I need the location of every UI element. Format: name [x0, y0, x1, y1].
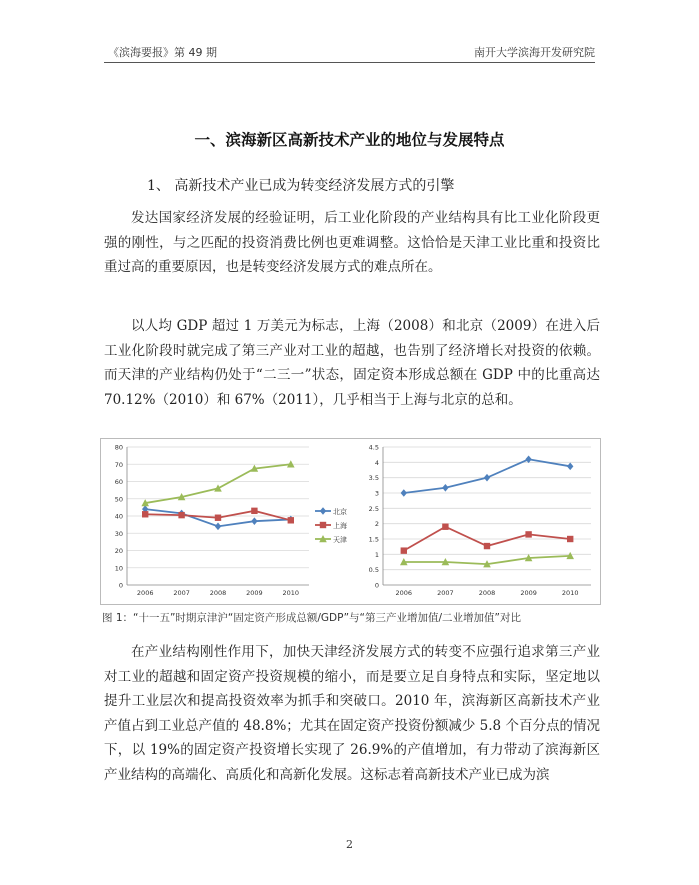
chart-b-y-tick-label: 4 — [374, 458, 379, 467]
paragraph-1: 发达国家经济发展的经验证明，后工业化阶段的产业结构具有比工业化阶段更强的刚性，与之匹配的投资消费比例也更难调整。这恰恰是天津工业比重和投资比重过高的重要原因，也是转变经济发展方式的难点所在。 — [104, 210, 600, 275]
chart-b-y-tick-label: 0 — [374, 581, 379, 590]
chart-b-y-tick-label: 3.5 — [368, 474, 379, 483]
chart-b-data-point — [401, 489, 407, 497]
chart-a-data-point — [142, 511, 148, 517]
chart-b-data-point — [442, 524, 448, 530]
chart-a-data-point — [251, 508, 257, 514]
figure-1 — [100, 438, 601, 605]
section-title: 一、滨海新区高新技术产业的地位与发展特点 — [194, 131, 505, 149]
page-number: 2 — [346, 838, 353, 851]
chart-a-x-tick-label: 2008 — [209, 589, 227, 597]
legend-marker — [320, 507, 326, 515]
chart-b-y-tick-label: 2 — [374, 520, 379, 529]
chart-a-data-point — [288, 517, 294, 523]
chart-a-data-point — [214, 484, 222, 491]
chart-a-x-tick-label: 2006 — [136, 589, 154, 597]
legend-label: 上海 — [333, 522, 347, 530]
subsection-heading: 1、 高新技术产业已成为转变经济发展方式的引擎 — [147, 178, 455, 194]
chart-b-data-point — [484, 543, 490, 549]
chart-a-x-tick-label: 2009 — [246, 589, 263, 597]
legend-label: 天津 — [333, 536, 347, 544]
chart-tertiary-industry — [363, 439, 600, 604]
chart-a-x-tick-label: 2010 — [282, 589, 300, 597]
chart-a-data-point — [251, 517, 257, 525]
header-left: 《滨海要报》第 49 期 — [108, 46, 217, 59]
chart-b-data-point — [484, 474, 490, 482]
chart-b-data-point — [442, 484, 448, 492]
legend-marker — [320, 522, 326, 528]
chart-b-y-tick-label: 0.5 — [368, 566, 379, 575]
chart-a-y-tick-label: 70 — [114, 460, 123, 469]
header-right: 南开大学滨海开发研究院 — [474, 46, 595, 59]
chart-a-y-tick-label: 80 — [114, 443, 123, 452]
chart-a-y-tick-label: 40 — [114, 512, 123, 521]
paragraph-2: 以人均 GDP 超过 1 万美元为标志，上海（2008）和北京（2009）在进入后工业化阶段时就完成了第三产业对工业的超越，也告别了经济增长对投资的依赖。而天津的产业结构仍处于“二三一”状态，固定资本形成总额在 GDP 中的比重高达 70.12%（2010）和 67%（2011），几乎相当于上海与北京的总和。 — [104, 318, 600, 408]
chart-b-data-point — [525, 531, 531, 537]
chart-b-y-tick-label: 4.5 — [368, 443, 379, 452]
chart-b-y-tick-label: 1 — [374, 550, 379, 559]
chart-b-x-tick-label: 2009 — [520, 589, 537, 597]
chart-a-y-tick-label: 60 — [114, 478, 123, 486]
chart-a-y-tick-label: 20 — [114, 547, 123, 555]
chart-a-data-point — [215, 515, 221, 521]
chart-b-data-point — [567, 463, 573, 471]
chart-b-x-tick-label: 2008 — [478, 589, 496, 597]
chart-b-x-tick-label: 2007 — [437, 589, 454, 597]
chart-a-y-tick-label: 10 — [114, 564, 123, 573]
chart-b-data-point — [567, 536, 573, 542]
chart-a-data-point — [215, 523, 221, 531]
chart-b-x-tick-label: 2010 — [561, 589, 579, 597]
chart-b-y-tick-label: 3 — [374, 489, 379, 498]
paragraph-3: 在产业结构刚性作用下，加快天津经济发展方式的转变不应强行追求第三产业对工业的超越和固定资产投资规模的缩小，而是要立足自身特点和实际，坚定地以提升工业层次和提高投资效率为抓手和突破口。2010 年，滨海新区高新技术产业产值占到工业总产值的 48.8%；尤其在固定资产投资份额减少 5.8 个百分点的情况下，以 19%的固定资产投资增长实现了 26.9%的产值增加，有力带动了滨海新区产业结构的高端化、高质化和高新化发展。这标志着高新技术产业已成为滨 — [104, 644, 600, 783]
header-divider — [104, 62, 595, 63]
chart-a-y-tick-label: 50 — [114, 495, 123, 504]
chart-b-x-tick-label: 2006 — [395, 589, 413, 597]
chart-b-y-tick-label: 1.5 — [368, 535, 379, 544]
figure-caption: 图 1：“十一五”时期京津沪“固定资产形成总额/GDP”与“第三产业增加值/二业增加值”对比 — [102, 612, 521, 624]
chart-a-y-tick-label: 0 — [118, 581, 123, 590]
chart-a-x-tick-label: 2007 — [173, 589, 190, 597]
chart-b-data-point — [401, 547, 407, 553]
chart-b-y-tick-label: 2.5 — [368, 504, 379, 513]
legend-label: 北京 — [333, 508, 347, 516]
chart-a-y-tick-label: 30 — [114, 529, 123, 538]
chart-b-data-point — [525, 455, 531, 463]
chart-a-series-line-3 — [145, 464, 291, 503]
chart-investment-gdp — [101, 439, 359, 604]
chart-a-data-point — [178, 512, 184, 518]
